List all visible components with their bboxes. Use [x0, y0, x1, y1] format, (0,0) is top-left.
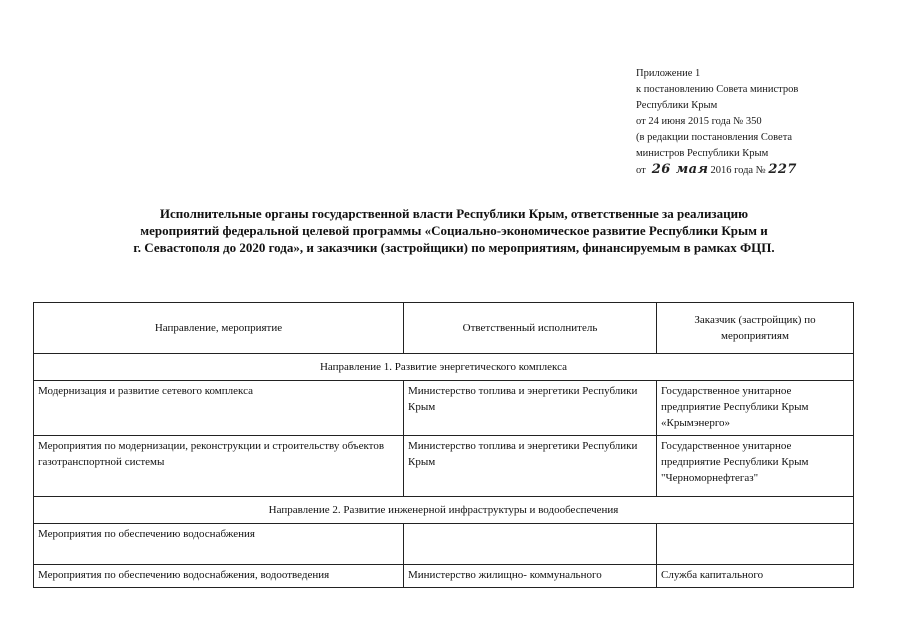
date-prefix: от [636, 165, 646, 176]
header-executor: Ответственный исполнитель [404, 303, 657, 354]
handwritten-date: 26 мая [651, 162, 709, 177]
date-suffix: 2016 года № [710, 165, 766, 176]
section-title-2: Направление 2. Развитие инженерной инфраструктуры и водообеспечения [34, 497, 854, 524]
customer-cell: Государственное унитарное предприятие Республики Крым "Черноморнефтегаз" [657, 436, 854, 497]
measure-cell: Мероприятия по обеспечению водоснабжения, водоотведения [34, 565, 404, 588]
annex-line-7 [636, 162, 886, 179]
title-line-3: г. Севастополя до 2020 года», и заказчики (застройщики) по мероприятиям, финансируемым в рамках ФЦП. [133, 240, 775, 255]
executor-cell: Министерство жилищно- коммунального [404, 565, 657, 588]
customer-cell [657, 524, 854, 565]
measures-table [33, 302, 854, 588]
title-line-2: мероприятий федеральной целевой программы «Социально-экономическое развитие Республики Крым и [140, 223, 768, 238]
document-title [34, 205, 874, 256]
table-row [34, 524, 854, 565]
table-header-row [34, 303, 854, 354]
table-row [34, 565, 854, 588]
annex-line-4: от 24 июня 2015 года № 350 [636, 116, 762, 127]
executor-cell: Министерство топлива и энергетики Республики Крым [404, 381, 657, 436]
section-title-1: Направление 1. Развитие энергетического комплекса [34, 354, 854, 381]
table-row [34, 381, 854, 436]
annex-line-5: (в редакции постановления Совета [636, 132, 793, 143]
measure-cell: Мероприятия по обеспечению водоснабжения [34, 524, 404, 565]
annex-line-1: Приложение 1 [636, 68, 701, 79]
annex-line-2: к постановлению Совета министров [636, 84, 799, 95]
executor-cell: Министерство топлива и энергетики Республики Крым [404, 436, 657, 497]
annex-header [636, 66, 886, 179]
header-customer: Заказчик (застройщик) по мероприятиям [657, 303, 854, 354]
customer-cell: Служба капитального [657, 565, 854, 588]
annex-line-3: Республики Крым [636, 100, 718, 111]
executor-cell [404, 524, 657, 565]
annex-line-6: министров Республики Крым [636, 148, 769, 159]
measure-cell: Мероприятия по модернизации, реконструкции и строительству объектов газотранспортной системы [34, 436, 404, 497]
handwritten-number: 227 [768, 162, 797, 177]
section-row-1 [34, 354, 854, 381]
customer-cell: Государственное унитарное предприятие Республики Крым «Крымэнерго» [657, 381, 854, 436]
section-row-2 [34, 497, 854, 524]
header-direction: Направление, мероприятие [34, 303, 404, 354]
measure-cell: Модернизация и развитие сетевого комплекса [34, 381, 404, 436]
table-row [34, 436, 854, 497]
title-line-1: Исполнительные органы государственной власти Республики Крым, ответственные за реализацию [159, 206, 749, 221]
